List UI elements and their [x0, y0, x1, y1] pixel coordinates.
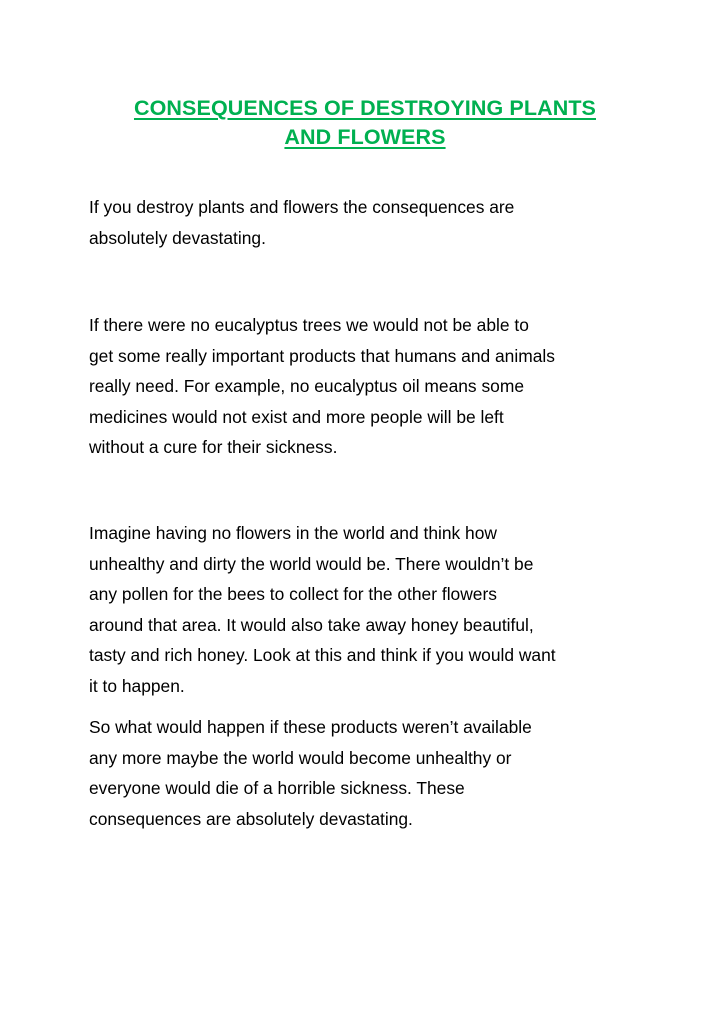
text-line: any more maybe the world would become unhealthy or [89, 747, 512, 768]
title-line: CONSEQUENCES OF DESTROYING PLANTS [133, 96, 596, 120]
text-line: get some really important products that humans and animals [89, 345, 555, 366]
text-line: absolutely devastating. [89, 227, 266, 248]
text-line: If you destroy plants and flowers the consequences are [89, 197, 515, 217]
paragraph-flowers [89, 518, 649, 701]
document-title [88, 94, 642, 152]
text-line: So what would happen if these products weren’t available [89, 717, 532, 737]
text-line: everyone would die of a horrible sickness. These [89, 778, 465, 798]
paragraph-conclusion [89, 712, 649, 834]
text-line: tasty and rich honey. Look at this and think if you would want [89, 645, 556, 665]
text-line: without a cure for their sickness. [89, 437, 338, 457]
text-line: unhealthy and dirty the world would be. There wouldn’t be [89, 553, 534, 574]
text-line: around that area. It would also take away honey beautiful, [89, 614, 534, 635]
text-line: consequences are absolutely devastating. [89, 808, 413, 829]
text-line: it to happen. [89, 675, 185, 696]
text-line: If there were no eucalyptus trees we would not be able to [89, 315, 529, 335]
text-line: any pollen for the bees to collect for the other flowers [89, 584, 497, 604]
paragraph-eucalyptus [89, 310, 649, 463]
text-line: really need. For example, no eucalyptus oil means some [89, 376, 524, 396]
text-line: Imagine having no flowers in the world and think how [89, 523, 497, 543]
title-line: AND FLOWERS [284, 125, 446, 149]
paragraph-intro [89, 192, 649, 253]
text-line: medicines would not exist and more people will be left [89, 406, 504, 427]
